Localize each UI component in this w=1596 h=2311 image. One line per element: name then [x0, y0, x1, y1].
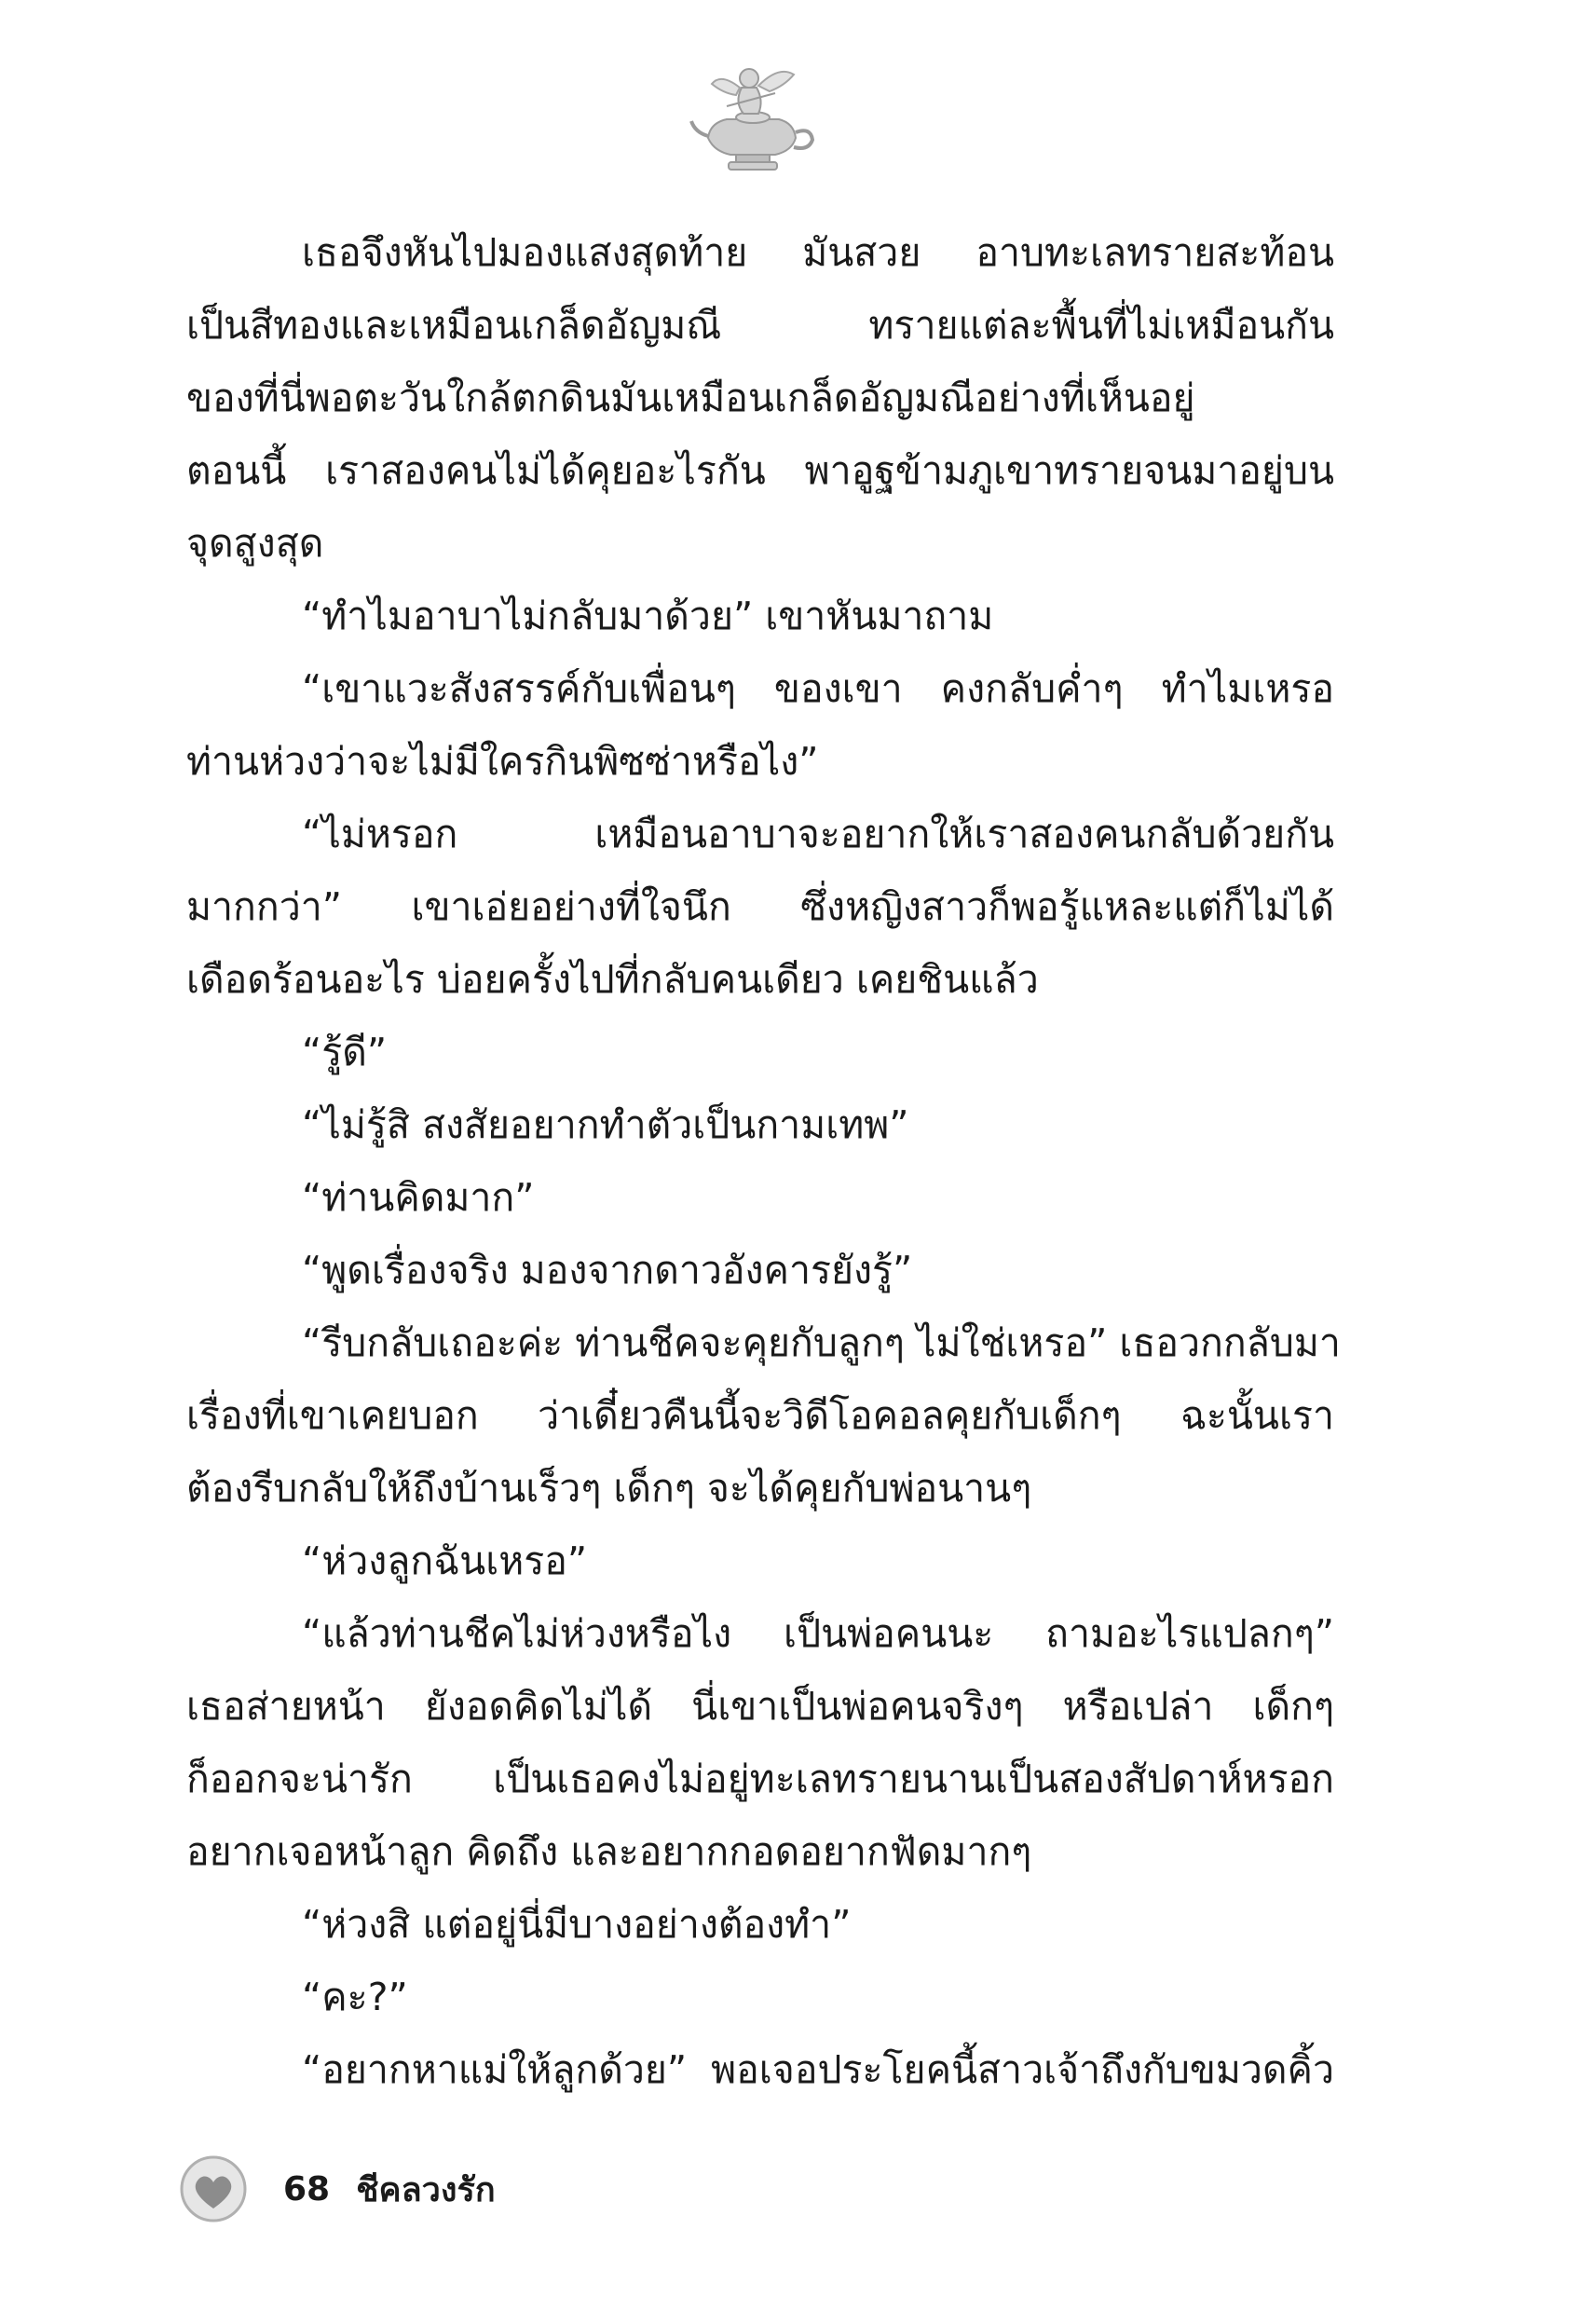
page-number: 68	[283, 2169, 331, 2208]
body-text	[186, 216, 1341, 2106]
text-line: ท่านห่วงว่าจะไม่มีใครกินพิซซ่าหรือไง”	[186, 739, 819, 784]
text-line: “ห่วงลูกฉันเหรอ”	[302, 1538, 588, 1583]
page-footer	[179, 2154, 496, 2223]
text-line: “พูดเรื่องจริง มองจากดาวอังคารยังรู้”	[302, 1248, 913, 1292]
text-line: ต้องรีบกลับให้ถึงบ้านเร็วๆ เด็กๆ จะได้คุยกับพ่อนานๆ	[186, 1466, 1032, 1511]
text-line: “ทำไมอาบาไม่กลับมาด้วย” เขาหันมาถาม	[302, 594, 994, 638]
text-line: “ท่านคิดมาก”	[302, 1175, 535, 1220]
text-line: เธอจึงหันไปมองแสงสุดท้าย มันสวย อาบทะเลทรายสะท้อน	[302, 230, 1334, 275]
text-line: ก็ออกจะน่ารัก เป็นเธอคงไม่อยู่ทะเลทรายนานเป็นสองสัปดาห์หรอก	[186, 1757, 1334, 1801]
text-line: มากกว่า” เขาเอ่ยอย่างที่ใจนึก ซึ่งหญิงสาวก็พอรู้แหละแต่ก็ไม่ได้	[186, 884, 1334, 929]
text-line: “ห่วงสิ แต่อยู่นี่มีบางอย่างต้องทำ”	[302, 1902, 852, 1947]
text-line: “คะ?”	[302, 1975, 408, 2019]
text-line: อยากเจอหน้าลูก คิดถึง และอยากกอดอยากฟัดมากๆ	[186, 1829, 1032, 1874]
text-line: จุดสูงสุด	[186, 521, 324, 566]
book-title: ชีคลวงรัก	[356, 2170, 496, 2209]
text-line: ตอนนี้ เราสองคนไม่ได้คุยอะไรกัน พาอูฐข้ามภูเขาทรายจนมาอยู่บน	[186, 448, 1334, 493]
text-line: เดือดร้อนอะไร บ่อยครั้งไปที่กลับคนเดียว เคยชินแล้ว	[186, 957, 1039, 1002]
text-line: “รีบกลับเถอะค่ะ ท่านชีคจะคุยกับลูกๆ ไม่ใช่เหรอ” เธอวกกลับมา	[302, 1320, 1341, 1365]
text-line: เรื่องที่เขาเคยบอก ว่าเดี๋ยวคืนนี้จะวิดีโอคอลคุยกับเด็กๆ ฉะนั้นเรา	[186, 1393, 1334, 1438]
text-line: ของที่นี่พอตะวันใกล้ตกดินมันเหมือนเกล็ดอัญมณีอย่างที่เห็นอยู่	[186, 376, 1195, 420]
text-line: “แล้วท่านชีคไม่ห่วงหรือไง เป็นพ่อคนนะ ถามอะไรแปลกๆ”	[302, 1611, 1334, 1656]
text-line: “รู้ดี”	[302, 1030, 388, 1074]
text-line: “ไม่รู้สิ สงสัยอยากทำตัวเป็นกามเทพ”	[302, 1102, 909, 1147]
text-line: เป็นสีทองและเหมือนเกล็ดอัญมณี ทรายแต่ละพื้นที่ไม่เหมือนกัน	[186, 303, 1334, 348]
heart-badge-icon	[179, 2154, 248, 2223]
text-line: “ไม่หรอก เหมือนอาบาจะอยากให้เราสองคนกลับด้วยกัน	[302, 812, 1334, 856]
text-line: “อยากหาแม่ให้ลูกด้วย” พอเจอประโยคนี้สาวเจ้าถึงกับขมวดคิ้ว	[302, 2047, 1334, 2092]
text-line: เธอส่ายหน้า ยังอดคิดไม่ได้ นี่เขาเป็นพ่อคนจริงๆ หรือเปล่า เด็กๆ	[186, 1684, 1334, 1729]
cupid-teapot-ornament-icon	[689, 58, 820, 179]
text-line: “เขาแวะสังสรรค์กับเพื่อนๆ ของเขา คงกลับค่ำๆ ทำไมเหรอ	[302, 666, 1334, 711]
